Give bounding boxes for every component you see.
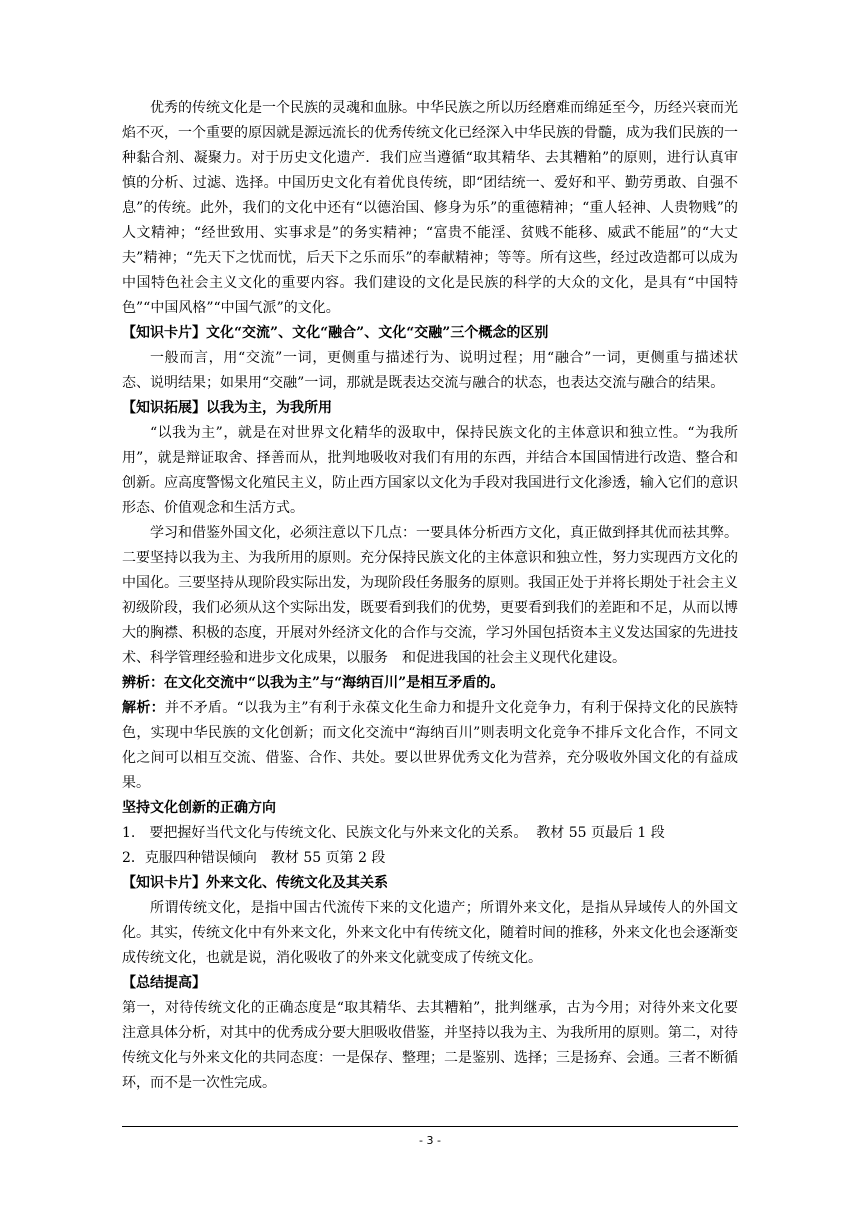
knowledge-expansion-paragraph-1: “以我为主”，就是在对世界文化精华的汲取中，保持民族文化的主体意识和独立性。“为我所用”，就是辩证取舍、择善而从，批判地吸收对我们有用的东西，并结合本国国情进行改造、整合和创新。应高度警惕文化殖民主义，防止西方国家以文化为手段对我国进行文化渗透，输入它们的意识形态、价值观念和生活方式。: [122, 425, 738, 516]
analysis-answer-label: 解析：: [122, 700, 165, 716]
direction-list-item-1: 1. 要把握好当代文化与传统文化、民族文化与外来文化的关系。 教材 55 页最后 1 段: [122, 825, 665, 841]
analysis-answer-text: 并不矛盾。“以我为主”有利于永葆文化生命力和提升文化竞争力，有利于保持文化的民族特色，实现中华民族的文化创新；而文化交流中“海纳百川”则表明文化竞争不排斥文化合作，不同文化之间可以相互交流、借鉴、合作、共处。要以世界优秀文化为营养，充分吸收外国文化的有益成果。: [122, 700, 739, 791]
analysis-answer: [122, 696, 738, 796]
knowledge-card-2-body: 所谓传统文化，是指中国古代流传下来的文化遗产；所谓外来文化，是指从异域传人的外国文化。其实，传统文化中有外来文化，外来文化中有传统文化，随着时间的推移，外来文化也会逐渐变成传统文化，也就是说，消化吸收了的外来文化就变成了传统文化。: [122, 900, 738, 966]
summary-body: 第一，对待传统文化的正确态度是“取其精华、去其糟粕”，批判继承，古为今用；对待外来文化要注意具体分析，对其中的优秀成分要大胆吸收借鉴，并坚持以我为主、为我所用的原则。第二，对待传统文化与外来文化的共同态度：一是保存、整理；二是鉴别、选择；三是扬弃、会通。三者不断循环，而不是一次性完成。: [122, 1000, 738, 1091]
page-content: [122, 96, 738, 1096]
footer-divider: [122, 1126, 738, 1127]
direction-list-item-2: 2．克服四种错误倾向 教材 55 页第 2 段: [122, 850, 386, 866]
summary-heading: 【总结提高】: [122, 975, 206, 991]
intro-paragraph: 优秀的传统文化是一个民族的灵魂和血脉。中华民族之所以历经磨难而绵延至今，历经兴衰而光焰不灭，一个重要的原因就是源远流长的优秀传统文化已经深入中华民族的骨髓，成为我们民族的一种黏合剂、凝聚力。对于历史文化遗产．我们应当遵循“取其精华、去其糟粕”的原则，进行认真审慎的分析、过滤、选择。中国历史文化有着优良传统，即“团结统一、爱好和平、勤劳勇敢、自强不息”的传统。此外，我们的文化中还有“以德治国、修身为乐”的重德精神；“重人轻神、人贵物贱”的人文精神；“经世致用、实事求是”的务实精神；“富贵不能淫、贫贱不能移、威武不能屈”的“大丈夫”精神；“先天下之忧而忧，后天下之乐而乐”的奉献精神；等等。所有这些，经过改造都可以成为中国特色社会主义文化的重要内容。我们建设的文化是民族的科学的大众的文化，是具有“中国特色”“中国风格”“中国气派”的文化。: [122, 100, 738, 316]
knowledge-card-body: 一般而言，用“交流”一词，更侧重与描述行为、说明过程；用“融合”一词，更侧重与描述状态、说明结果；如果用“交融”一词，那就是既表达交流与融合的状态，也表达交流与融合的结果。: [122, 350, 738, 391]
knowledge-card-heading: 【知识卡片】文化“交流”、文化“融合”、文化“交融”三个概念的区别: [122, 325, 549, 341]
knowledge-expansion-heading: 【知识拓展】以我为主，为我所用: [122, 400, 332, 416]
knowledge-expansion-paragraph-2: 学习和借鉴外国文化，必须注意以下几点：一要具体分析西方文化，真正做到择其优而祛其弊。二要坚持以我为主、为我所用的原则。充分保持民族文化的主体意识和独立性，努力实现西方文化的中国化。三要坚持从现阶段实际出发，为现阶段任务服务的原则。我国正处于并将长期处于社会主义初级阶段，我们必须从这个实际出发，既要看到我们的优势，更要看到我们的差距和不足，从而以博大的胸襟、积极的态度，开展对外经济文化的合作与交流，学习外国包括资本主义发达国家的先进技术、科学管理经验和进步文化成果，以服务 和促进我国的社会主义现代化建设。: [122, 525, 738, 666]
page-number: - 3 -: [419, 1134, 441, 1147]
knowledge-card-2-heading: 【知识卡片】外来文化、传统文化及其关系: [122, 875, 388, 891]
analysis-statement: 辨析：在文化交流中“以我为主”与“海纳百川”是相互矛盾的。: [122, 675, 505, 691]
innovation-direction-heading: 坚持文化创新的正确方向: [122, 800, 276, 816]
